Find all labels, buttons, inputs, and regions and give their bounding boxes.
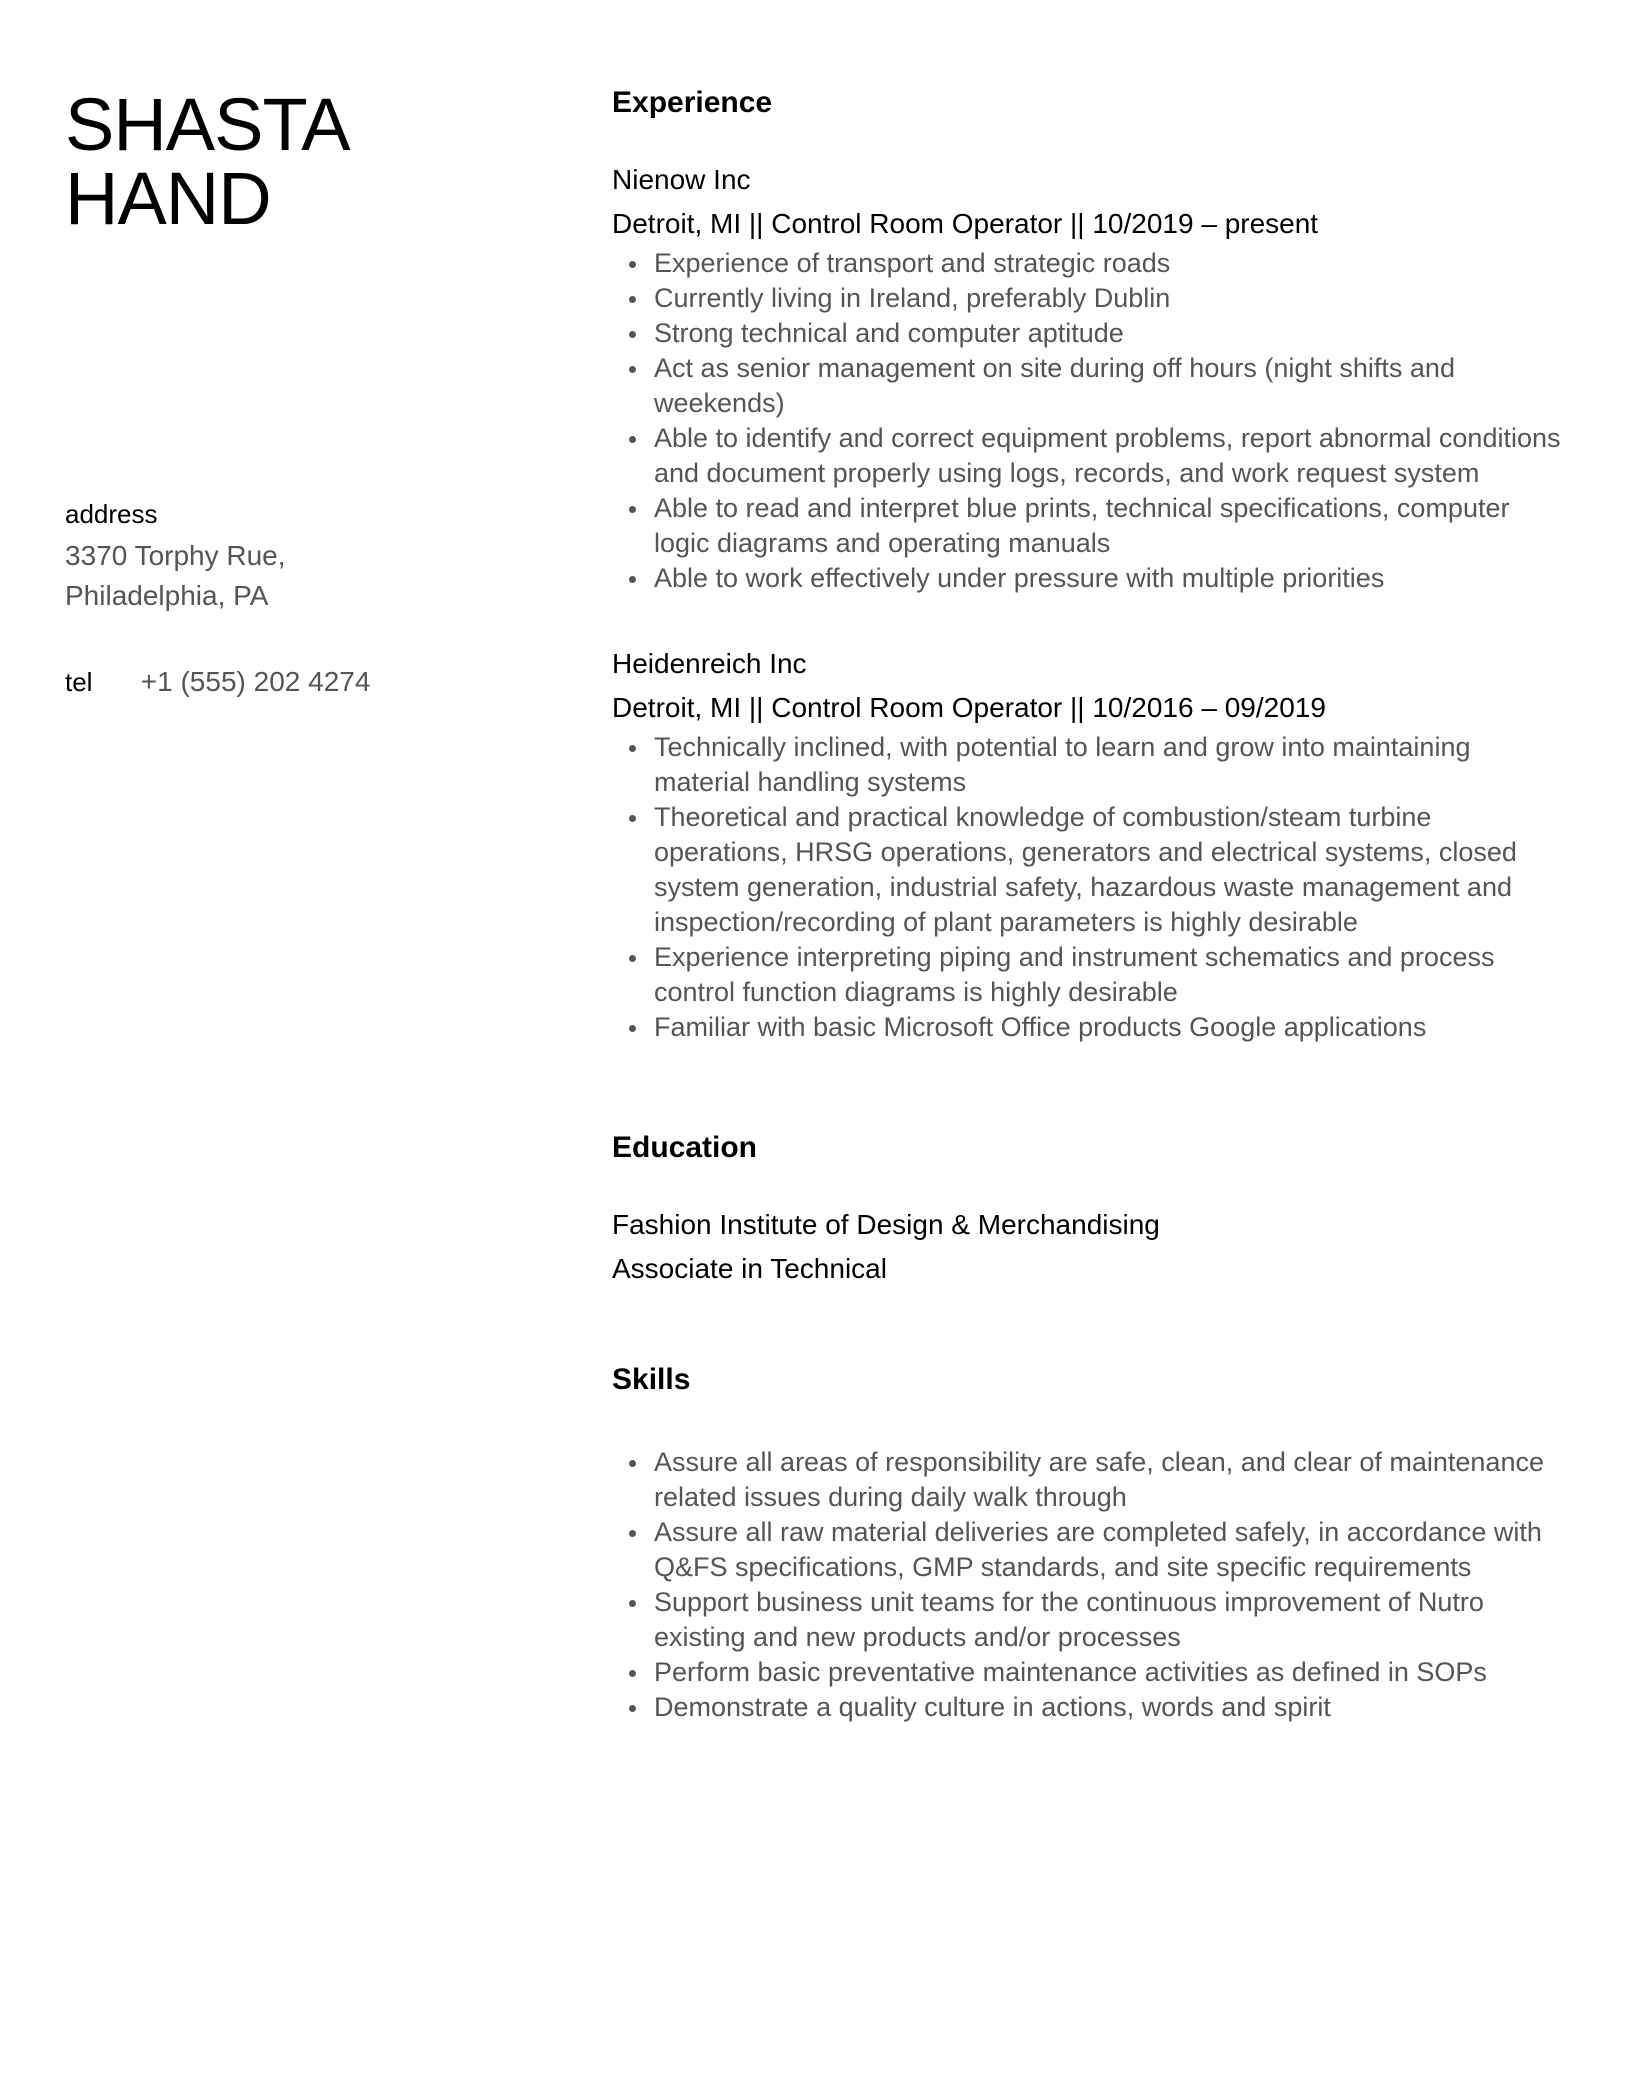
address-line-2: Philadelphia, PA	[65, 580, 269, 611]
list-item: Able to identify and correct equipment problems, report abnormal conditions and document properly using logs, records, and work request system	[654, 421, 1572, 491]
list-item: Support business unit teams for the continuous improvement of Nutro existing and new products and/or processes	[654, 1585, 1572, 1655]
address-value	[65, 536, 286, 616]
list-item: Act as senior management on site during off hours (night shifts and weekends)	[654, 351, 1572, 421]
name-block	[65, 83, 545, 240]
address-line-1: 3370 Torphy Rue,	[65, 540, 286, 571]
tel-value: +1 (555) 202 4274	[140, 666, 371, 697]
job-bullets	[612, 730, 1572, 1045]
list-item: Strong technical and computer aptitude	[654, 316, 1572, 351]
skills-section	[612, 1361, 1572, 1725]
job-company: Heidenreich Inc	[612, 648, 807, 679]
last-name: HAND	[65, 157, 271, 240]
list-item: Able to work effectively under pressure with multiple priorities	[654, 561, 1572, 596]
job-meta: Detroit, MI || Control Room Operator || 10/2019 – present	[612, 208, 1319, 239]
list-item: Theoretical and practical knowledge of combustion/steam turbine operations, HRSG operations, generators and electrical systems, closed system generation, industrial safety, hazardous waste management and inspection/recording of plant parameters is highly desirable	[654, 800, 1572, 940]
list-item: Experience of transport and strategic roads	[654, 246, 1572, 281]
education-degree: Associate in Technical	[612, 1253, 887, 1284]
job-entry	[612, 646, 1572, 1045]
tel-row	[65, 664, 370, 700]
list-item: Technically inclined, with potential to learn and grow into maintaining material handling systems	[654, 730, 1572, 800]
education-section	[612, 1129, 1572, 1287]
list-item: Perform basic preventative maintenance activities as defined in SOPs	[654, 1655, 1572, 1690]
list-item: Familiar with basic Microsoft Office products Google applications	[654, 1010, 1572, 1045]
list-item: Currently living in Ireland, preferably Dublin	[654, 281, 1572, 316]
skills-title: Skills	[612, 1363, 691, 1396]
job-bullets	[612, 246, 1572, 596]
job-company: Nienow Inc	[612, 164, 751, 195]
experience-title: Experience	[612, 86, 773, 119]
first-name: SHASTA	[65, 83, 350, 166]
list-item: Demonstrate a quality culture in actions, words and spirit	[654, 1690, 1572, 1725]
list-item: Assure all areas of responsibility are safe, clean, and clear of maintenance related issues during daily walk through	[654, 1445, 1572, 1515]
main-content	[612, 84, 1572, 1725]
list-item: Assure all raw material deliveries are completed safely, in accordance with Q&FS specifications, GMP standards, and site specific requirements	[654, 1515, 1572, 1585]
education-school: Fashion Institute of Design & Merchandising	[612, 1209, 1160, 1240]
experience-section	[612, 84, 1572, 1045]
job-entry	[612, 162, 1572, 596]
job-meta: Detroit, MI || Control Room Operator || 10/2016 – 09/2019	[612, 692, 1326, 723]
tel-label: tel	[65, 667, 93, 697]
address-label: address	[65, 499, 158, 529]
candidate-name	[65, 83, 545, 240]
skills-bullets	[612, 1445, 1572, 1725]
list-item: Experience interpreting piping and instrument schematics and process control function diagrams is highly desirable	[654, 940, 1572, 1010]
education-title: Education	[612, 1131, 758, 1164]
list-item: Able to read and interpret blue prints, technical specifications, computer logic diagrams and operating manuals	[654, 491, 1572, 561]
